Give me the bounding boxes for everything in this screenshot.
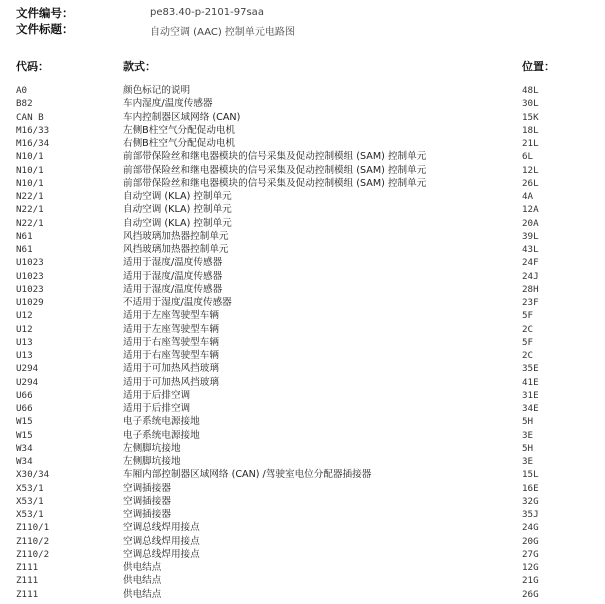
row-description: 自动空调 (KLA) 控制单元 <box>123 204 232 216</box>
row-code: U294 <box>16 363 39 375</box>
table-row <box>0 124 605 137</box>
table-row <box>0 190 605 203</box>
row-position: 30L <box>522 98 539 110</box>
row-code: Z110/2 <box>16 548 50 560</box>
table-row <box>0 164 605 177</box>
table-row <box>0 521 605 534</box>
table-row <box>0 309 605 322</box>
table-row <box>0 389 605 402</box>
row-code: Z110/2 <box>16 535 50 547</box>
row-position: 35E <box>522 363 539 375</box>
row-code: B82 <box>16 98 33 110</box>
table-row <box>0 137 605 150</box>
row-description: 空调插接器 <box>123 495 171 507</box>
table-row <box>0 203 605 216</box>
doc-title-value: 自动空调 (AAC) 控制单元电路图 <box>150 27 295 38</box>
table-row <box>0 548 605 561</box>
row-code: X30/34 <box>16 469 50 481</box>
row-description: 左侧B柱空气分配促动电机 <box>123 124 236 136</box>
row-position: 18L <box>522 124 539 136</box>
row-description: 右侧B柱空气分配促动电机 <box>123 138 236 149</box>
table-row <box>0 296 605 309</box>
row-description: 车内湿度/温度传感器 <box>123 98 213 110</box>
row-description: 供电结点 <box>123 575 162 587</box>
row-position: 21L <box>522 138 539 149</box>
row-description: 供电结点 <box>123 588 162 600</box>
row-code: N10/1 <box>16 164 44 176</box>
row-code: Z110/1 <box>16 522 50 534</box>
table-row <box>0 376 605 389</box>
row-code: Z111 <box>16 588 39 600</box>
row-position: 34E <box>522 403 539 414</box>
row-position: 26L <box>522 177 539 189</box>
row-description: 适用于右座驾驶型车辆 <box>123 350 219 361</box>
row-code: X53/1 <box>16 495 44 507</box>
row-position: 31E <box>522 389 539 401</box>
row-description: 适用于左座驾驶型车辆 <box>123 310 219 322</box>
column-header-pos: 位置： <box>522 60 555 73</box>
table-row <box>0 442 605 455</box>
row-code: U12 <box>16 310 33 322</box>
row-code: M16/34 <box>16 138 50 149</box>
doc-number-label: 文件编号： <box>16 6 74 20</box>
row-position: 3E <box>522 429 534 441</box>
row-code: N10/1 <box>16 151 44 163</box>
row-description: 适用于可加热风挡玻璃 <box>123 363 219 375</box>
row-code: U66 <box>16 403 33 414</box>
row-code: N10/1 <box>16 177 44 189</box>
table-row <box>0 243 605 256</box>
table-row <box>0 495 605 508</box>
table-row <box>0 283 605 296</box>
row-position: 2C <box>522 323 534 335</box>
row-position: 23F <box>522 297 539 308</box>
row-description: 空调总线焊用接点 <box>123 548 200 560</box>
row-description: 左侧脚坑接地 <box>123 442 181 454</box>
row-position: 28H <box>522 283 539 295</box>
row-position: 24J <box>522 270 539 282</box>
row-code: U1023 <box>16 283 44 295</box>
row-position: 5H <box>522 442 534 454</box>
doc-title-label: 文件标题： <box>16 22 74 36</box>
row-position: 20G <box>522 535 539 547</box>
row-description: 适用于后排空调 <box>123 389 191 401</box>
row-description: 电子系统电源接地 <box>123 416 200 428</box>
row-position: 26G <box>522 588 539 600</box>
row-code: N22/1 <box>16 204 44 216</box>
row-code: N22/1 <box>16 217 44 229</box>
row-description: 适用于湿度/温度传感器 <box>123 283 223 295</box>
table-row <box>0 574 605 587</box>
row-code: N61 <box>16 230 33 242</box>
row-description: 空调总线焊用接点 <box>123 535 200 547</box>
row-code: U13 <box>16 350 33 361</box>
row-position: 39L <box>522 230 539 242</box>
row-position: 32G <box>522 495 539 507</box>
table-row <box>0 349 605 362</box>
row-position: 5H <box>522 416 534 428</box>
row-description: 车内控制器区域网络 (CAN) <box>123 111 241 123</box>
table-row <box>0 402 605 415</box>
row-description: 自动空调 (KLA) 控制单元 <box>123 217 232 229</box>
table-row <box>0 508 605 521</box>
row-code: U1023 <box>16 270 44 282</box>
row-position: 16E <box>522 482 539 494</box>
row-position: 6L <box>522 151 534 163</box>
row-code: Z111 <box>16 562 39 573</box>
table-row <box>0 270 605 283</box>
row-position: 48L <box>522 85 539 96</box>
row-code: X53/1 <box>16 482 44 494</box>
row-code: U12 <box>16 323 33 335</box>
row-position: 12A <box>522 204 539 216</box>
table-row <box>0 256 605 269</box>
table-row <box>0 336 605 349</box>
table-row <box>0 482 605 495</box>
row-description: 空调插接器 <box>123 482 171 494</box>
row-position: 5F <box>522 336 534 348</box>
row-code: U1029 <box>16 297 44 308</box>
row-description: 前部带保险丝和继电器模块的信号采集及促动控制模组 (SAM) 控制单元 <box>123 177 427 189</box>
row-description: 车厢内部控制器区域网络 (CAN) /驾驶室电位分配器插接器 <box>123 469 372 481</box>
table-row <box>0 455 605 468</box>
row-position: 2C <box>522 350 534 361</box>
row-code: U66 <box>16 389 33 401</box>
row-description: 前部带保险丝和继电器模块的信号采集及促动控制模组 (SAM) 控制单元 <box>123 164 427 176</box>
row-description: 适用于后排空调 <box>123 403 191 414</box>
row-position: 21G <box>522 575 539 587</box>
row-code: U294 <box>16 376 39 388</box>
row-description: 不适用于湿度/温度传感器 <box>123 297 232 308</box>
row-position: 35J <box>522 509 539 520</box>
table-row <box>0 588 605 601</box>
row-position: 3E <box>522 456 534 467</box>
row-code: CAN B <box>16 111 44 123</box>
row-position: 20A <box>522 217 539 229</box>
table-row <box>0 230 605 243</box>
row-description: 颜色标记的说明 <box>123 85 191 96</box>
row-description: 适用于湿度/温度传感器 <box>123 257 223 269</box>
table-row <box>0 177 605 190</box>
row-description: 空调插接器 <box>123 509 171 520</box>
row-code: W15 <box>16 429 33 441</box>
row-position: 4A <box>522 191 534 202</box>
row-code: U1023 <box>16 257 44 269</box>
row-description: 空调总线焊用接点 <box>123 522 200 534</box>
table-row <box>0 150 605 163</box>
table-row <box>0 535 605 548</box>
row-description: 适用于湿度/温度传感器 <box>123 270 223 282</box>
table-row <box>0 561 605 574</box>
table-row <box>0 362 605 375</box>
row-description: 电子系统电源接地 <box>123 429 200 441</box>
table-row <box>0 415 605 428</box>
row-description: 适用于左座驾驶型车辆 <box>123 323 219 335</box>
column-header-desc: 款式： <box>123 60 156 73</box>
row-position: 12L <box>522 164 539 176</box>
row-position: 5F <box>522 310 534 322</box>
row-description: 适用于可加热风挡玻璃 <box>123 376 219 388</box>
table-row <box>0 217 605 230</box>
table-row <box>0 323 605 336</box>
row-code: N22/1 <box>16 191 44 202</box>
row-code: Z111 <box>16 575 39 587</box>
table-row <box>0 97 605 110</box>
row-code: X53/1 <box>16 509 44 520</box>
row-position: 15K <box>522 111 539 123</box>
row-code: M16/33 <box>16 124 50 136</box>
row-position: 43L <box>522 244 539 255</box>
row-description: 供电结点 <box>123 562 162 573</box>
row-position: 15L <box>522 469 539 481</box>
table-row <box>0 429 605 442</box>
row-description: 前部带保险丝和继电器模块的信号采集及促动控制模组 (SAM) 控制单元 <box>123 151 427 163</box>
row-description: 适用于右座驾驶型车辆 <box>123 336 219 348</box>
table-row <box>0 111 605 124</box>
row-position: 41E <box>522 376 539 388</box>
row-description: 左侧脚坑接地 <box>123 456 181 467</box>
table-row <box>0 468 605 481</box>
row-position: 24G <box>522 522 539 534</box>
row-code: W34 <box>16 442 33 454</box>
row-description: 风挡玻璃加热器控制单元 <box>123 230 229 242</box>
row-description: 风挡玻璃加热器控制单元 <box>123 244 229 255</box>
row-description: 自动空调 (KLA) 控制单元 <box>123 191 232 202</box>
row-position: 12G <box>522 562 539 573</box>
table-row <box>0 84 605 97</box>
row-code: W34 <box>16 456 33 467</box>
row-position: 24F <box>522 257 539 269</box>
doc-number-value: pe83.40-p-2101-97saa <box>150 7 264 18</box>
row-code: N61 <box>16 244 33 255</box>
row-position: 27G <box>522 548 539 560</box>
row-code: W15 <box>16 416 33 428</box>
component-list <box>0 84 605 601</box>
column-header-code: 代码： <box>16 60 49 73</box>
row-code: U13 <box>16 336 33 348</box>
row-code: A0 <box>16 85 28 96</box>
